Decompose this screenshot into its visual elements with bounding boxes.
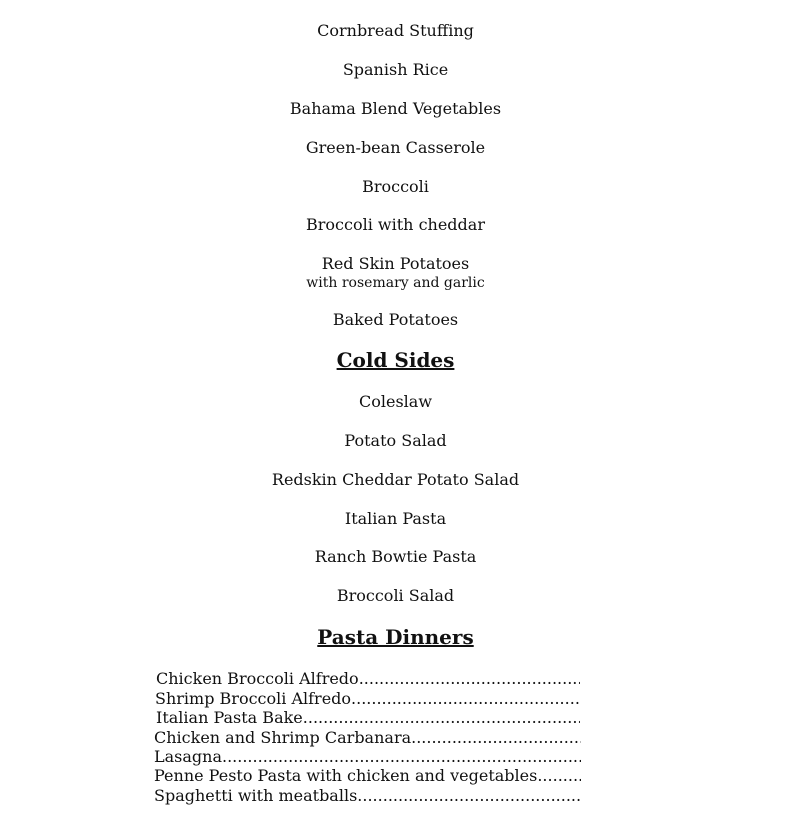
dot-leader [411, 728, 581, 748]
menu-item: Broccoli [362, 177, 429, 196]
pasta-dinner-name: Italian Pasta Bake [156, 708, 303, 727]
menu-item: Potato Salad [344, 431, 447, 450]
dot-leader [357, 786, 581, 806]
menu-item-note: with rosemary and garlic [306, 275, 485, 291]
menu-item: Baked Potatoes [332, 310, 459, 329]
section-heading-pasta-dinners: Pasta Dinners [317, 625, 474, 649]
pasta-dinner-row [156, 708, 580, 728]
pasta-dinner-row [155, 689, 580, 709]
menu-item: Broccoli Salad [336, 586, 455, 605]
menu-item: Bahama Blend Vegetables [289, 99, 502, 118]
menu-item: Cornbread Stuffing [317, 21, 474, 40]
menu-item: Green-bean Casserole [305, 138, 486, 157]
pasta-dinner-name: Chicken Broccoli Alfredo [156, 669, 359, 688]
pasta-dinner-row [156, 669, 580, 689]
dot-leader [537, 766, 581, 786]
menu-item: Ranch Bowtie Pasta [314, 547, 477, 566]
menu-item: Coleslaw [358, 392, 433, 411]
section-heading-cold-sides: Cold Sides [336, 348, 455, 372]
pasta-dinner-name: Lasagna [154, 747, 222, 766]
dot-leader [351, 689, 580, 709]
dot-leader [222, 747, 581, 767]
pasta-dinner-row [154, 728, 581, 748]
pasta-dinner-name: Shrimp Broccoli Alfredo [155, 689, 352, 708]
dot-leader [359, 669, 580, 689]
pasta-dinner-row [154, 766, 581, 786]
pasta-dinner-name: Penne Pesto Pasta with chicken and vegetables [154, 766, 538, 785]
pasta-dinner-name: Chicken and Shrimp Carbanara [154, 728, 412, 747]
menu-item: Spanish Rice [342, 60, 449, 79]
pasta-dinner-name: Spaghetti with meatballs [154, 786, 358, 805]
pasta-dinner-row [154, 747, 581, 767]
dot-leader [303, 708, 580, 728]
menu-item: Italian Pasta [344, 509, 447, 528]
pasta-dinner-row [154, 786, 581, 806]
menu-item: Red Skin Potatoes [321, 254, 470, 273]
menu-item: Broccoli with cheddar [306, 215, 485, 234]
menu-item: Redskin Cheddar Potato Salad [271, 470, 520, 489]
